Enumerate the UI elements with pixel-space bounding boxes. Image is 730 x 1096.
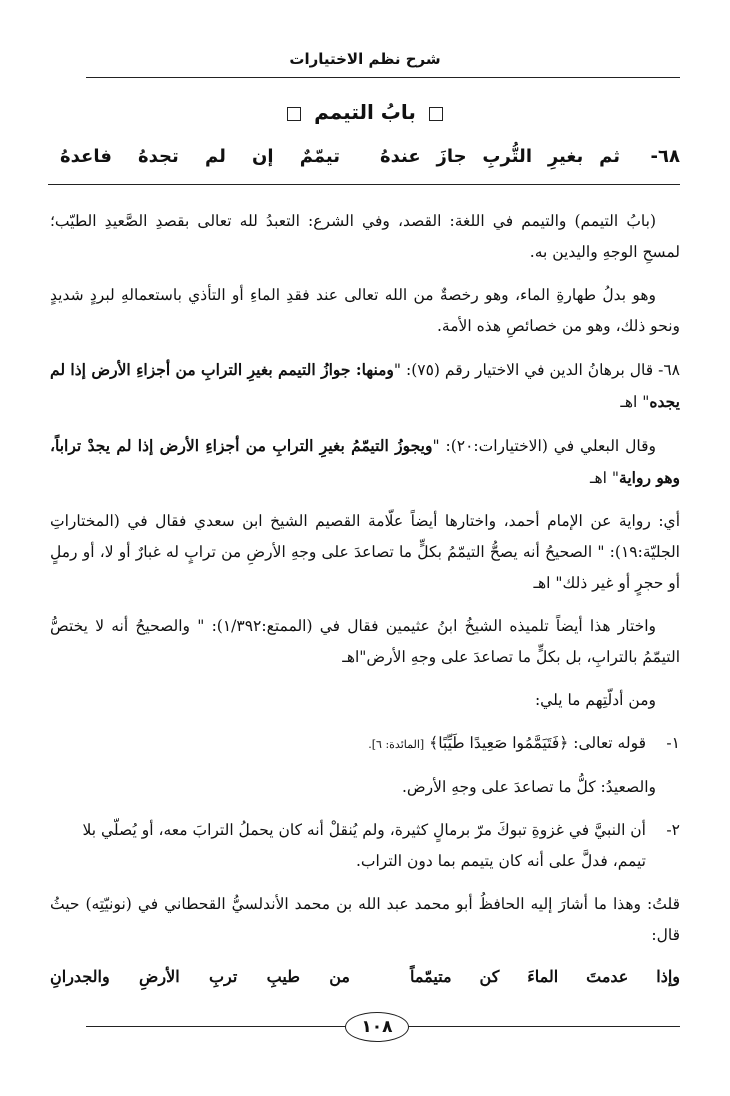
verse-hemistich-second: تيمّمٌ إن لم تجدهُ فاعدهُ [60,146,340,167]
quote-intro: ٦٨- قال برهانُ الدين في الاختيار رقم (٧٥): " [393,361,680,379]
header-divider [86,77,680,78]
paragraph-ibn-saadi: أي: رواية عن الإمام أحمد، واختارها أيضاً علّامة القصيم الشيخ ابن سعدي فقال في (المختاراتِ الجليّة:١٩): " الصحيحُ أنه يصحُّ التيمّمُ بكلٍّ ما تصاعدَ على وجهِ الأرضِ من ترابٍ له غبارٌ أو لا، أو رملٍ أو حجرٍ أو غير ذلك" اهـ [50,512,680,592]
body-text [50,206,680,995]
list-text: أن النبيَّ في غزوةِ تبوكَ مرّ برمالٍ كثيرة، ولم يُنقلْ أنه كان يحملُ الترابَ معه، أو يُصلّي بلا تيمم، فدلَّ على أنه كان يتيمم بما دون التراب. [82,821,646,870]
quote-text: ويجوزُ التيمّمُ بغيرِ الترابِ من أجزاءِ الأرض إذا لم يجدْ تراباً، وهو رواية [50,436,680,487]
verse-line [48,142,680,178]
page-number: ١٠٨ [345,1012,409,1042]
paragraph-substitute: وهو بدلُ طهارةِ الماء، وهو رخصةٌ من الله تعالى عند فقدِ الماءِ أو التأذي باستعمالهِ لبردٍ شديدٍ ونحو ذلك، وهو من خصائصِ هذه الأمة. [50,286,680,335]
paragraph-definition: (بابُ التيمم) والتيمم في اللغة: القصد، وفي الشرع: التعبدُ لله تعالى بقصدِ الصَّعيدِ الطيّب؛ لمسحِ الوجهِ واليدين به. [50,212,680,261]
paragraph-evidence-intro: ومن أدلّتِهم ما يلي: [534,691,656,709]
verse-number: ٦٨- [650,146,680,167]
paragraph-quote-burhan [50,354,680,418]
verse-reference: [المائدة: ٦]. [368,738,425,751]
verse-hemistich-first: ثم بغيرِ التُّربِ جازَ عندهُ [380,146,620,167]
verse-divider [48,184,680,185]
quote-close: " اهـ [620,393,650,411]
list-number: ٢- [666,821,680,839]
poem-hemistich-first: وإذا عدمتَ الماءَ كن متيمّماً [410,967,680,986]
chapter-title-text: بابُ التيمم [314,100,416,124]
chapter-title [0,100,730,124]
running-header: شرح نظم الاختيارات [289,50,441,68]
list-number: ١- [666,734,680,752]
list-item [50,815,680,877]
square-ornament-icon [429,107,443,121]
paragraph-saeed-def: والصعيدُ: كلُّ ما تصاعدَ على وجهِ الأرض. [401,778,656,796]
list-text [50,728,646,760]
paragraph-qahtani: قلتُ: وهذا ما أشارَ إليه الحافظُ أبو محمد عبد الله بن محمد الأندلسيُّ القحطاني في (نونيّتِه) حيثُ قال: [50,895,680,944]
quran-verse: قوله تعالى: ﴿فَتَيَمَّمُوا صَعِيدًا طَيِّبًا﴾ [429,734,646,752]
poem-line [50,961,680,995]
square-ornament-icon [287,107,301,121]
quote-text: ومنها: جوازُ التيمم بغيرِ الترابِ من أجزاءِ الأرض إذا لم يجده [50,360,680,411]
paragraph-ibn-uthaymeen: واختار هذا أيضاً تلميذه الشيخُ ابنُ عثيمين فقال في (الممتع:١/٣٩٢): " والصحيحُ أنه لا يختصُّ التيمّمُ بالترابِ، بل بكلٍّ ما تصاعدَ على وجهِ الأرض"اهـ [50,617,680,666]
poem-hemistich-second: من طيبِ تربِ الأرضِ والجدرانِ [50,967,350,986]
quote-intro: وقال البعلي في (الاختيارات:٢٠): " [432,437,656,455]
list-item [50,728,680,760]
paragraph-quote-baali [50,430,680,494]
quote-close: " اهـ [589,469,620,487]
